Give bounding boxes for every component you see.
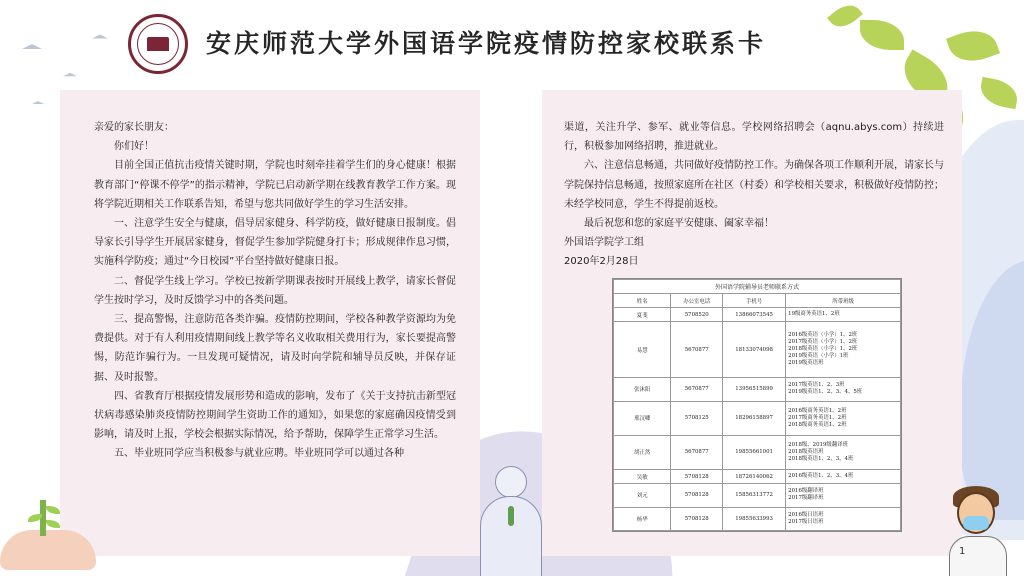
classes-cell xyxy=(786,401,901,435)
paragraph: 目前全国正值抗击疫情关键时期，学院也时刻牵挂着学生们的身心健康！根据教育部门“停课不停学”的指示精神，学院已启动新学期在线教育教学工作方案。现将学院近期相关工作联系告知，希望与您共同做好学生的学习生活安排。 xyxy=(94,160,456,210)
class-entry: 2019级英语1、2、3、4、5班 xyxy=(788,389,863,396)
hand-with-sprout-illustration xyxy=(0,500,100,576)
bird-icon xyxy=(32,101,44,104)
table-row xyxy=(614,401,901,435)
table-header-row xyxy=(614,294,901,308)
paragraph: 五、毕业班同学应当积极参与就业应聘。毕业班同学可以通过各种 xyxy=(114,448,404,460)
paragraph: 二、督促学生线上学习。学校已按新学期课表按时开展线上教学，请家长督促学生按时学习，及时反馈学习中的各类问题。 xyxy=(94,275,456,306)
classes-cell xyxy=(786,470,901,484)
class-entry: 2018级商务英语1、2班 xyxy=(788,421,847,428)
letter-right-column xyxy=(564,118,944,272)
class-entry: 2016级英语（小学）1、2班 xyxy=(788,332,858,339)
table-row xyxy=(614,308,901,322)
class-entry: 2018级英语（小学）1、2班 xyxy=(788,346,858,353)
bird-icon xyxy=(92,35,108,39)
column-header: 姓名 xyxy=(614,294,671,308)
contact-table xyxy=(612,278,902,532)
leaf-icon xyxy=(860,20,904,50)
bird-icon xyxy=(22,44,42,49)
letter-left-column xyxy=(94,118,456,464)
table-row xyxy=(614,378,901,401)
class-entry: 2016级英语1、2、3、4班 xyxy=(788,473,854,480)
shirt-badge: 1 xyxy=(959,546,966,557)
class-entry: 2018级、2019级翻译班 xyxy=(788,441,848,448)
paragraph: 一、注意学生安全与健康，倡导居家健身、科学防疫，做好健康日报制度。倡导家长引导学生开展居家健身，督促学生参加学院健身打卡；形成规律作息习惯，实施科学防疫；通过“今日校园”平台坚持做好健康日报。 xyxy=(94,218,456,268)
classes-cell xyxy=(786,308,901,322)
office-phone-cell: 5670877 xyxy=(671,378,723,401)
mobile-phone-cell: 19855633993 xyxy=(723,507,786,530)
table-row xyxy=(614,470,901,484)
staff-name-cell: 刘元 xyxy=(614,484,671,507)
mobile-phone-cell: 18296158897 xyxy=(723,401,786,435)
table-row xyxy=(614,435,901,469)
class-entry: 2017级翻译班 xyxy=(788,495,824,502)
class-entry: 2016级商务英语1、2班 xyxy=(788,407,847,414)
leaf-icon xyxy=(946,23,1000,69)
person-with-plant-illustration xyxy=(470,466,550,576)
staff-name-cell: 张沐阳 xyxy=(614,378,671,401)
classes-cell xyxy=(786,378,901,401)
greeting: 你们好！ xyxy=(114,141,154,153)
office-phone-cell: 5708520 xyxy=(671,308,723,322)
office-phone-cell: 5708128 xyxy=(671,484,723,507)
class-entry: 2017级英语1、2、3班 xyxy=(788,382,845,389)
staff-name-cell: 邢汉卿 xyxy=(614,401,671,435)
page-title: 安庆师范大学外国语学院疫情防控家校联系卡 xyxy=(206,29,767,58)
leaf-icon xyxy=(827,0,863,33)
office-phone-cell: 5708128 xyxy=(671,507,723,530)
class-entry: 2019级英语（小学）1班 xyxy=(788,353,849,360)
staff-name-cell: 夏斐 xyxy=(614,308,671,322)
leaf-icon xyxy=(978,77,1020,109)
signature: 外国语学院学工组 xyxy=(564,237,644,249)
mobile-phone-cell: 18726140062 xyxy=(723,470,786,484)
paragraph: 渠道，关注升学、参军、就业等信息。学校网络招聘会（aqnu.abys.com）持续进行，积极参加网络招聘，推进就业。 xyxy=(564,122,944,153)
table-row xyxy=(614,484,901,507)
mobile-phone-cell: 13866073545 xyxy=(723,308,786,322)
paragraph: 六、注意信息畅通，共同做好疫情防控工作。为确保各项工作顺利开展，请家长与学院保持信息畅通，按照家庭所在社区（村委）和学校相关要求，积极做好疫情防控；未经学校同意，学生不得提前返校。 xyxy=(564,160,944,210)
mobile-phone-cell: 18133074098 xyxy=(723,322,786,378)
mobile-phone-cell: 15856313772 xyxy=(723,484,786,507)
date: 2020年2月28日 xyxy=(564,256,639,268)
classes-cell xyxy=(786,435,901,469)
mobile-phone-cell: 19855661001 xyxy=(723,435,786,469)
masked-child-illustration xyxy=(945,486,1009,576)
office-phone-cell: 5670877 xyxy=(671,322,723,378)
class-entry: 2017级英语（小学）1、2班 xyxy=(788,339,858,346)
office-phone-cell: 5708128 xyxy=(671,470,723,484)
paragraph: 最后祝您和您的家庭平安健康、阖家幸福！ xyxy=(584,218,774,230)
class-entry: 2019级英语班 xyxy=(788,360,824,367)
table-row xyxy=(614,507,901,530)
mobile-phone-cell: 13956515899 xyxy=(723,378,786,401)
face-mask-icon xyxy=(963,516,989,530)
salutation: 亲爱的家长朋友： xyxy=(94,122,174,133)
staff-name-cell: 易慧 xyxy=(614,322,671,378)
classes-cell xyxy=(786,322,901,378)
class-entry: 2018级英语1、2、3、4班 xyxy=(788,455,854,462)
classes-cell xyxy=(786,484,901,507)
column-header: 办公室电话 xyxy=(671,294,723,308)
staff-name-cell: 杨华 xyxy=(614,507,671,530)
university-seal-icon xyxy=(128,14,188,74)
class-entry: 2017级日语班 xyxy=(788,518,824,525)
class-entry: 2016级日语班 xyxy=(788,511,824,518)
staff-name-cell: 胡正然 xyxy=(614,435,671,469)
class-entry: 2017级商务英语1、2班 xyxy=(788,414,847,421)
column-header: 所带班级 xyxy=(786,294,901,308)
office-phone-cell: 5670877 xyxy=(671,435,723,469)
paragraph: 四、省教育厅根据疫情发展形势和造成的影响，发布了《关于支持抗击新型冠状病毒感染肺炎疫情防控期间学生资助工作的通知》，如果您的家庭确因疫情受到影响，请及时上报，学校会根据实际情况，给予帮助，保障学生正常学习生活。 xyxy=(94,390,456,441)
table-title: 外国语学院辅导员老师联系方式 xyxy=(614,280,901,294)
column-header: 手机号 xyxy=(723,294,786,308)
header xyxy=(128,14,818,70)
office-phone-cell: 5708125 xyxy=(671,401,723,435)
classes-cell xyxy=(786,507,901,530)
paragraph: 三、提高警惕，注意防范各类诈骗。疫情防控期间，学校各种教学资源均为免费提供。对于有人利用疫情期间线上教学等名义收取相关费用行为，家长要提高警惕，防范诈骗行为。一旦发现可疑情况，请及时向学院和辅导员反映，并保存证据、及时报警。 xyxy=(94,314,456,383)
class-entry: 19级商务英语1、2班 xyxy=(788,311,840,318)
class-entry: 2016级翻译班 xyxy=(788,488,824,495)
class-entry: 2018级英语班 xyxy=(788,448,824,455)
bird-icon xyxy=(63,73,77,77)
table-row xyxy=(614,322,901,378)
staff-name-cell: 吴敏 xyxy=(614,470,671,484)
